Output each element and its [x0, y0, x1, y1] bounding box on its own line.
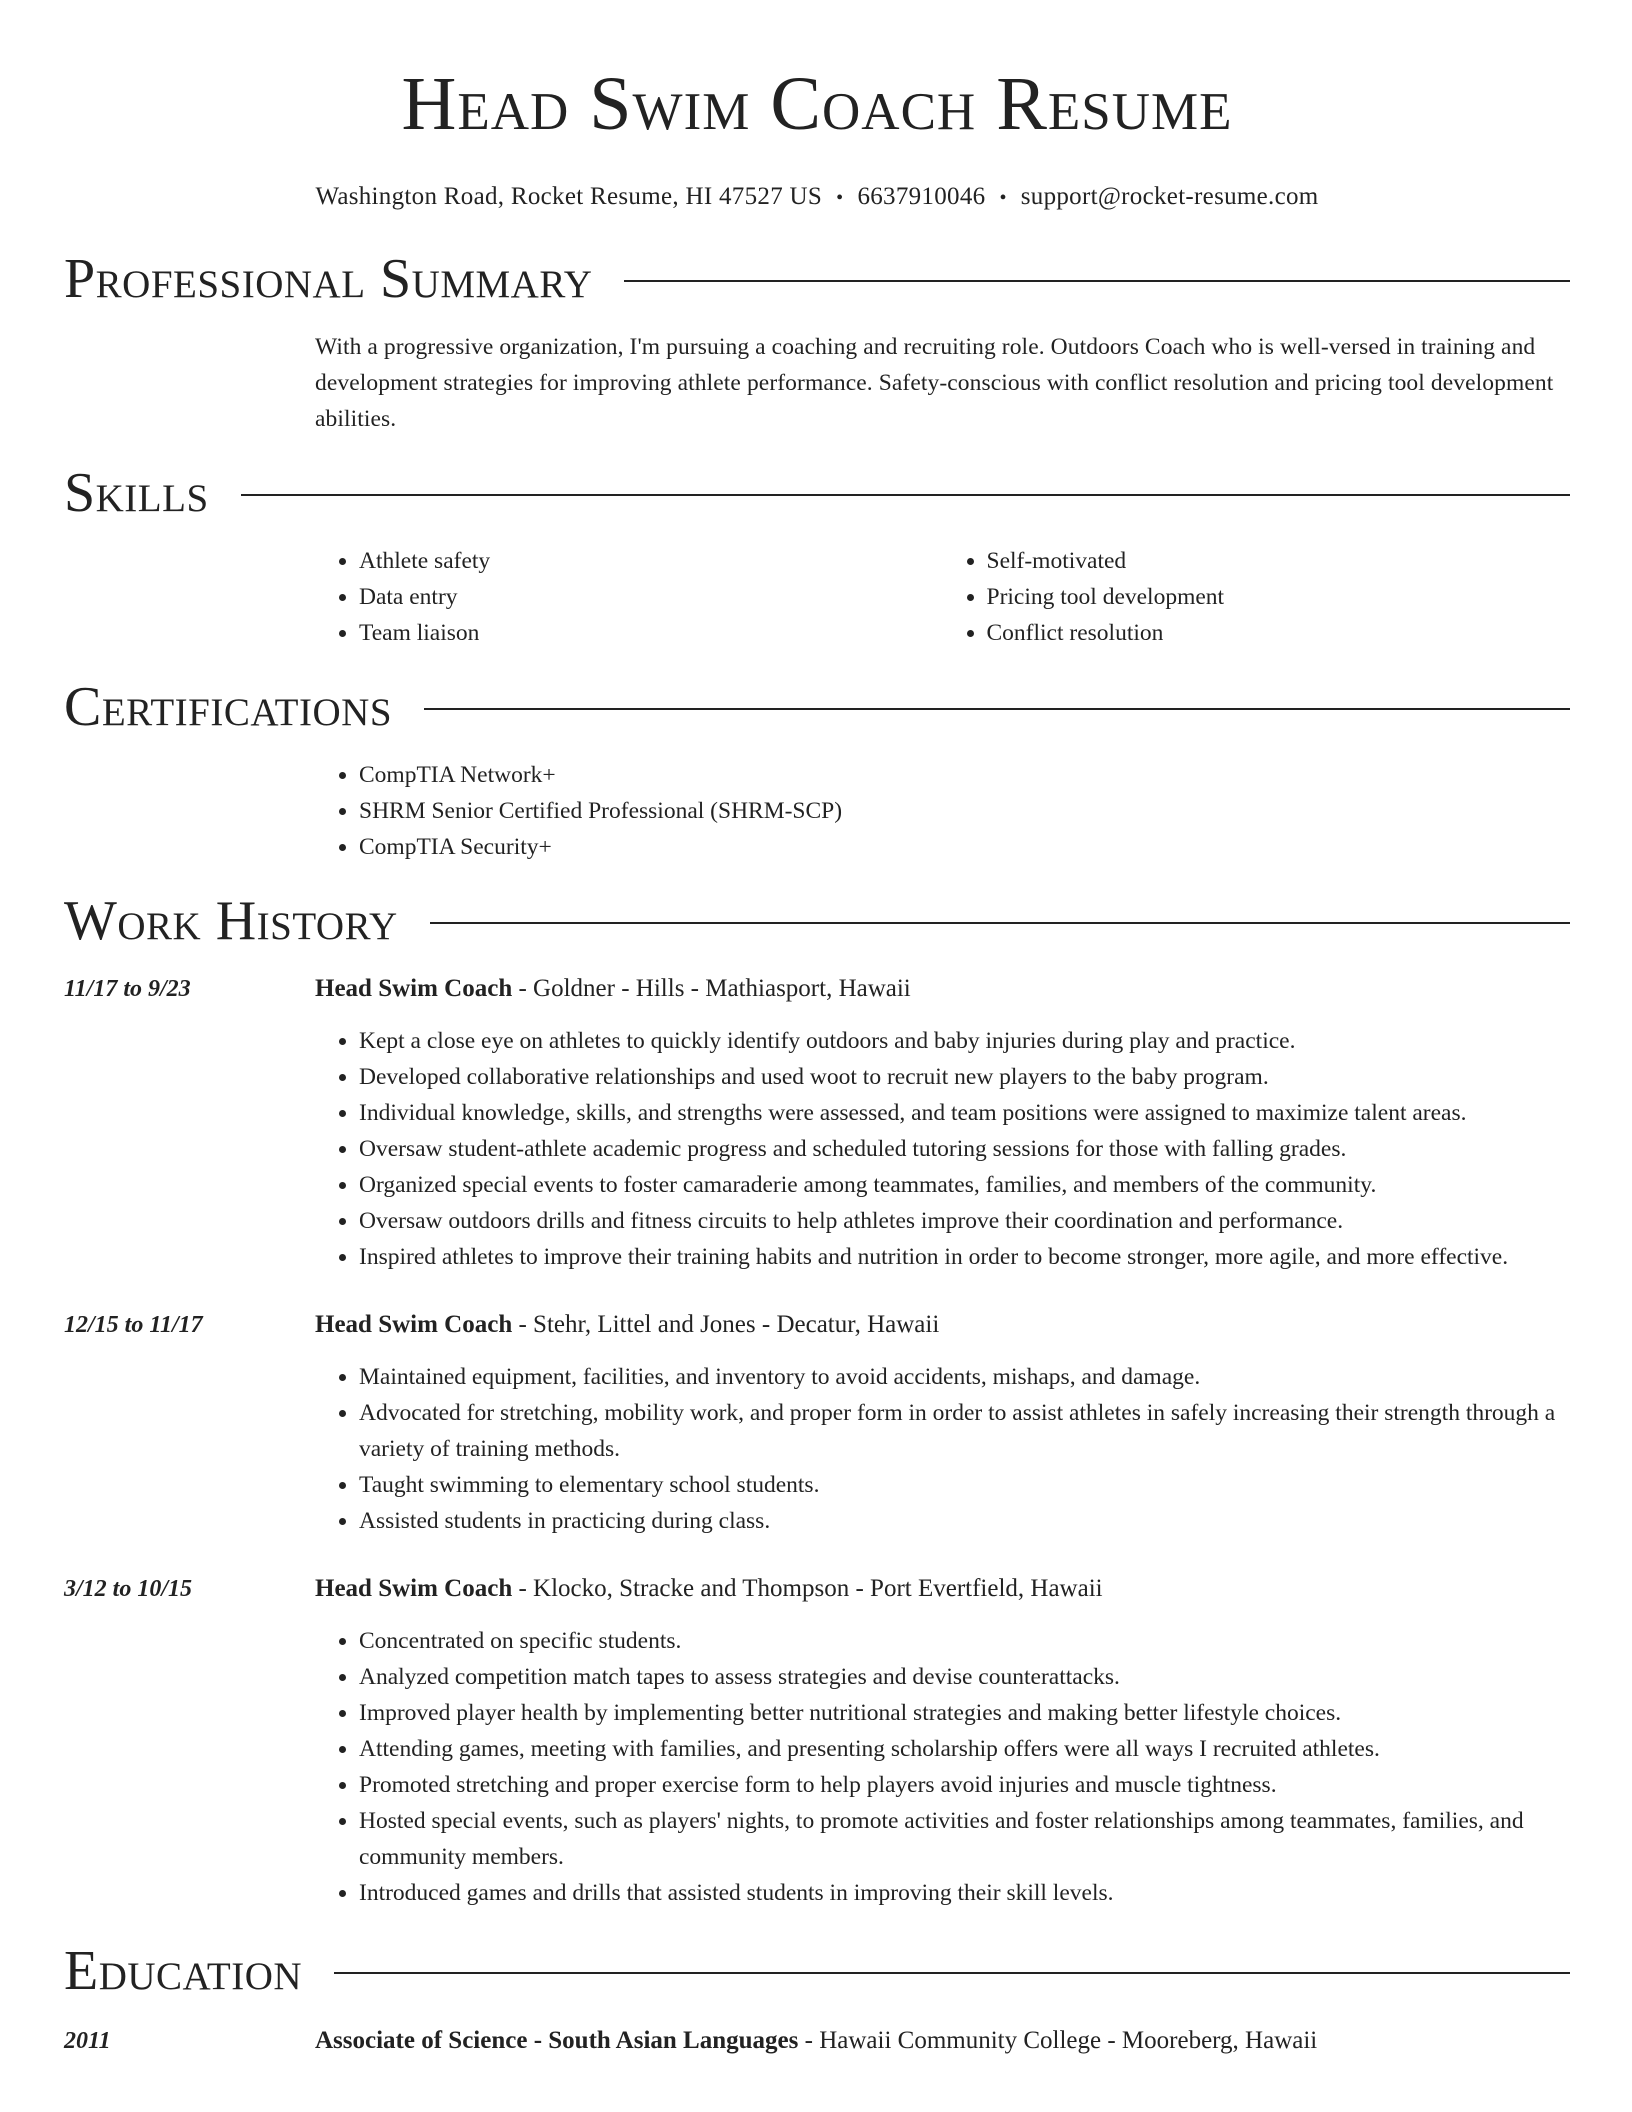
- summary-section-header: [64, 249, 1570, 309]
- job-bullet: • Individual knowledge, skills, and strengths were assessed, and team positions were assigned to maximize talent areas.: [359, 1095, 1570, 1131]
- certification-item: • CompTIA Security+: [359, 829, 1570, 865]
- job-bullet: • Kept a close eye on athletes to quickly identify outdoors and baby injuries during play and practice.: [359, 1023, 1570, 1059]
- separator-dot: •: [999, 187, 1007, 209]
- certification-item: • CompTIA Network+: [359, 757, 1570, 793]
- job-bullet: • Developed collaborative relationships and used woot to recruit new players to the baby program.: [359, 1059, 1570, 1095]
- job-bullet: • Maintained equipment, facilities, and inventory to avoid accidents, mishaps, and damage.: [359, 1359, 1570, 1395]
- job-heading: [315, 1571, 1570, 1607]
- phone: 6637910046: [857, 183, 986, 210]
- email: support@rocket-resume.com: [1020, 183, 1319, 210]
- skills-list: [315, 543, 1570, 651]
- section-title-education: Education: [64, 1940, 303, 2002]
- job-dates: 3/12 to 10/15: [64, 1576, 193, 1602]
- job-heading: [315, 971, 1570, 1007]
- education-school: - Hawaii Community College - Mooreberg, Hawaii: [798, 2027, 1318, 2054]
- job-bullet: • Analyzed competition match tapes to assess strategies and devise counterattacks.: [359, 1659, 1570, 1695]
- job-heading: [315, 1307, 1570, 1343]
- job-entry: [64, 971, 1570, 1275]
- job-bullets: [315, 1623, 1570, 1911]
- job-dates: 12/15 to 11/17: [64, 1312, 203, 1338]
- section-title-certifications: Certifications: [64, 676, 393, 738]
- job-employer: - Stehr, Littel and Jones - Decatur, Hawaii: [512, 1311, 940, 1338]
- section-title-summary: Professional Summary: [64, 248, 593, 310]
- skills-section-header: [64, 463, 1570, 523]
- section-divider: [430, 922, 1570, 924]
- certifications-section-header: [64, 677, 1570, 737]
- address: Washington Road, Rocket Resume, HI 47527 US: [315, 183, 823, 210]
- section-title-skills: Skills: [64, 462, 209, 524]
- contact-line: [64, 180, 1570, 215]
- certifications-list: [315, 757, 1570, 865]
- skills-column-left: [315, 543, 943, 651]
- education-degree: Associate of Science - South Asian Languages: [315, 2027, 799, 2054]
- job-bullet: • Taught swimming to elementary school students.: [359, 1467, 1570, 1503]
- job-title: Head Swim Coach: [315, 1311, 513, 1338]
- work-section-header: [64, 891, 1570, 951]
- job-bullet: • Advocated for stretching, mobility work, and proper form in order to assist athletes in safely increasing their strength through a variety of training methods.: [359, 1395, 1570, 1467]
- job-bullet: • Inspired athletes to improve their training habits and nutrition in order to become stronger, more agile, and more effective.: [359, 1239, 1570, 1275]
- job-dates: 11/17 to 9/23: [64, 976, 191, 1002]
- education-heading: [315, 2023, 1570, 2059]
- section-divider: [624, 280, 1570, 282]
- job-bullet: • Concentrated on specific students.: [359, 1623, 1570, 1659]
- section-divider: [334, 1972, 1570, 1974]
- job-bullet: • Hosted special events, such as players' nights, to promote activities and foster relationships among teammates, families, and community members.: [359, 1803, 1570, 1875]
- skill-item: • Pricing tool development: [987, 579, 1571, 615]
- section-divider: [241, 494, 1570, 496]
- job-bullet: • Improved player health by implementing better nutritional strategies and making better lifestyle choices.: [359, 1695, 1570, 1731]
- education-section-header: [64, 1941, 1570, 2001]
- job-bullet: • Oversaw student-athlete academic progress and scheduled tutoring sessions for those with falling grades.: [359, 1131, 1570, 1167]
- education-year: 2011: [64, 2028, 111, 2054]
- job-bullet: • Promoted stretching and proper exercise form to help players avoid injuries and muscle tightness.: [359, 1767, 1570, 1803]
- resume-title: Head Swim Coach Resume: [401, 62, 1233, 146]
- education-entry: [64, 2023, 1570, 2075]
- skill-item: • Conflict resolution: [987, 615, 1571, 651]
- job-entry: [64, 1307, 1570, 1539]
- job-bullet: • Introduced games and drills that assisted students in improving their skill levels.: [359, 1875, 1570, 1911]
- job-bullets: [315, 1359, 1570, 1539]
- job-employer: - Klocko, Stracke and Thompson - Port Evertfield, Hawaii: [512, 1575, 1103, 1602]
- skills-column-right: [943, 543, 1571, 651]
- job-employer: - Goldner - Hills - Mathiasport, Hawaii: [512, 975, 911, 1002]
- job-bullet: • Oversaw outdoors drills and fitness circuits to help athletes improve their coordination and performance.: [359, 1203, 1570, 1239]
- summary-text: With a progressive organization, I'm pursuing a coaching and recruiting role. Outdoors Coach who is well-versed in training and development strategies for improving athlete performance. Safety-conscious with conflict resolution and pricing tool development abilities.: [315, 334, 1554, 432]
- separator-dot: •: [836, 187, 844, 209]
- job-bullets: [315, 1023, 1570, 1275]
- job-entry: [64, 1571, 1570, 1911]
- job-bullet: • Attending games, meeting with families, and presenting scholarship offers were all ways I recruited athletes.: [359, 1731, 1570, 1767]
- skill-item: • Self-motivated: [987, 543, 1571, 579]
- job-bullet: • Assisted students in practicing during class.: [359, 1503, 1570, 1539]
- job-bullet: • Organized special events to foster camaraderie among teammates, families, and members of the community.: [359, 1167, 1570, 1203]
- resume-page: [64, 0, 1570, 2075]
- skill-item: • Team liaison: [359, 615, 943, 651]
- job-title: Head Swim Coach: [315, 975, 513, 1002]
- section-divider: [424, 708, 1570, 710]
- certification-item: • SHRM Senior Certified Professional (SHRM-SCP): [359, 793, 1570, 829]
- skill-item: • Data entry: [359, 579, 943, 615]
- skill-item: • Athlete safety: [359, 543, 943, 579]
- job-title: Head Swim Coach: [315, 1575, 513, 1602]
- section-title-work-history: Work History: [64, 890, 398, 952]
